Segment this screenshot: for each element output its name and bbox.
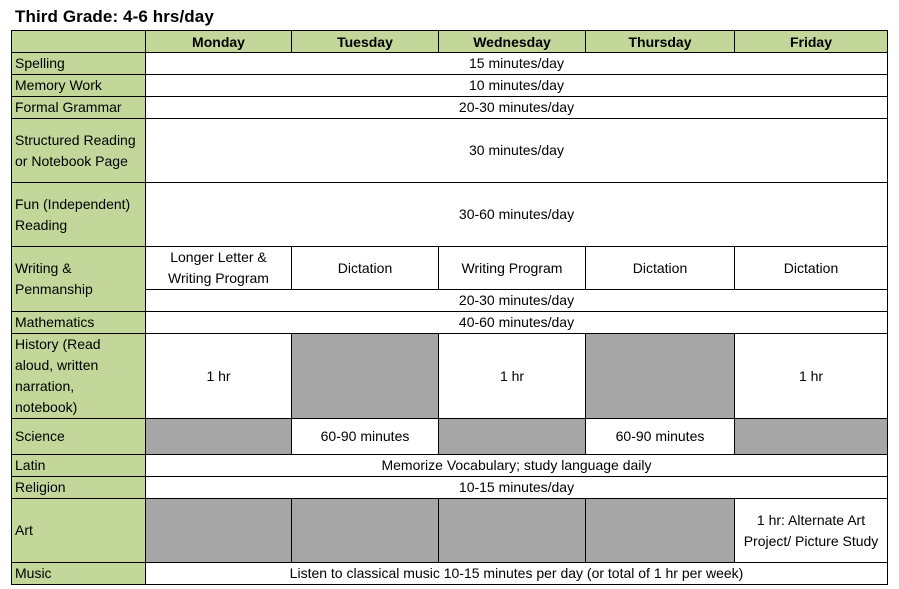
cell-line: Project/ Picture Study — [743, 532, 879, 549]
mathematics-time: 40-60 minutes/day — [146, 312, 888, 334]
table-row — [12, 183, 888, 247]
label-line: or Notebook Page — [15, 152, 128, 169]
writing-wednesday: Writing Program — [439, 247, 586, 290]
row-label-music: Music — [12, 563, 146, 585]
table-row — [12, 247, 888, 290]
row-label-latin: Latin — [12, 455, 146, 477]
schedule-table — [11, 30, 888, 585]
spelling-time: 15 minutes/day — [146, 53, 888, 75]
fun-reading-time: 30-60 minutes/day — [146, 183, 888, 247]
history-friday: 1 hr — [735, 334, 888, 419]
row-label-spelling: Spelling — [12, 53, 146, 75]
row-label-writing-penmanship — [12, 247, 146, 312]
history-tuesday-blocked — [292, 334, 439, 419]
art-monday-blocked — [146, 499, 292, 563]
structured-reading-time: 30 minutes/day — [146, 119, 888, 183]
music-time: Listen to classical music 10-15 minutes per day (or total of 1 hr per week) — [146, 563, 888, 585]
formal-grammar-time: 20-30 minutes/day — [146, 97, 888, 119]
table-row — [12, 97, 888, 119]
row-label-religion: Religion — [12, 477, 146, 499]
day-header-friday: Friday — [735, 31, 888, 53]
row-label-fun-reading — [12, 183, 146, 247]
writing-daily-time: 20-30 minutes/day — [146, 290, 888, 312]
header-row — [12, 31, 888, 53]
art-thursday-blocked — [586, 499, 735, 563]
page-title: Third Grade: 4-6 hrs/day — [15, 7, 214, 26]
row-label-science: Science — [12, 419, 146, 455]
day-header-tuesday: Tuesday — [292, 31, 439, 53]
writing-friday: Dictation — [735, 247, 888, 290]
history-wednesday: 1 hr — [439, 334, 586, 419]
row-label-history — [12, 334, 146, 419]
label-line: Structured Reading — [15, 131, 136, 148]
latin-time: Memorize Vocabulary; study language daily — [146, 455, 888, 477]
label-line: Fun (Independent) — [15, 195, 131, 212]
label-line: History (Read — [15, 336, 101, 352]
row-label-art: Art — [12, 499, 146, 563]
art-wednesday-blocked — [439, 499, 586, 563]
day-header-wednesday: Wednesday — [439, 31, 586, 53]
science-friday-blocked — [735, 419, 888, 455]
table-row — [12, 455, 888, 477]
cell-line: 1 hr: Alternate Art — [756, 511, 866, 528]
table-row — [12, 334, 888, 419]
science-thursday: 60-90 minutes — [586, 419, 735, 455]
row-label-structured-reading — [12, 119, 146, 183]
cell-line: Writing Program — [168, 270, 269, 286]
art-friday — [735, 499, 888, 563]
table-row — [12, 119, 888, 183]
science-monday-blocked — [146, 419, 292, 455]
table-row — [12, 53, 888, 75]
day-header-monday: Monday — [146, 31, 292, 53]
memory-work-time: 10 minutes/day — [146, 75, 888, 97]
writing-monday — [146, 247, 292, 290]
writing-tuesday: Dictation — [292, 247, 439, 290]
religion-time: 10-15 minutes/day — [146, 477, 888, 499]
science-wednesday-blocked — [439, 419, 586, 455]
table-row — [12, 477, 888, 499]
day-header-thursday: Thursday — [586, 31, 735, 53]
table-row — [12, 75, 888, 97]
row-label-memory-work: Memory Work — [12, 75, 146, 97]
row-label-mathematics: Mathematics — [12, 312, 146, 334]
table-row — [12, 419, 888, 455]
art-tuesday-blocked — [292, 499, 439, 563]
table-row — [12, 499, 888, 563]
science-tuesday: 60-90 minutes — [292, 419, 439, 455]
cell-line: Longer Letter & — [170, 249, 267, 265]
label-line: Reading — [15, 216, 68, 233]
label-line: Penmanship — [15, 281, 93, 297]
table-row — [12, 312, 888, 334]
history-monday: 1 hr — [146, 334, 292, 419]
label-line: narration, — [15, 378, 75, 394]
label-line: Writing & — [15, 260, 72, 276]
row-label-formal-grammar: Formal Grammar — [12, 97, 146, 119]
corner-cell — [12, 31, 146, 53]
history-thursday-blocked — [586, 334, 735, 419]
label-line: notebook) — [15, 399, 78, 415]
writing-thursday: Dictation — [586, 247, 735, 290]
label-line: aloud, written — [15, 357, 99, 373]
table-row — [12, 563, 888, 585]
